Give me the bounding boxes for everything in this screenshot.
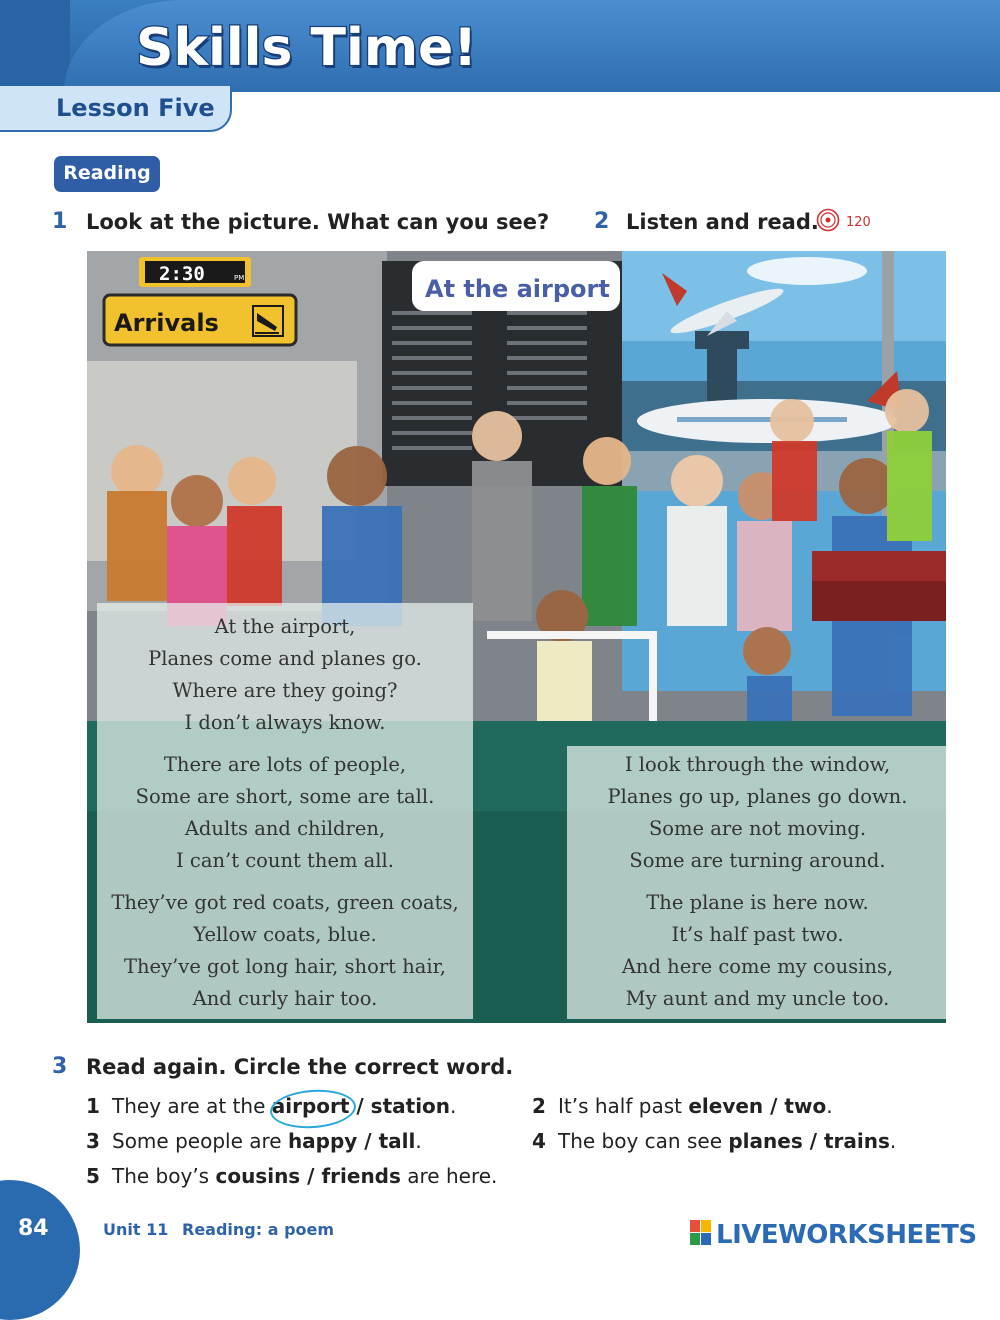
item-text: They are at the [112, 1094, 272, 1118]
poem-line: They’ve got red coats, green coats, [111, 891, 459, 914]
item-number: 4 [532, 1129, 546, 1153]
item-text: It’s half past [558, 1094, 689, 1118]
brand-watermark[interactable]: LIVEWORKSHEETS [716, 1220, 977, 1250]
poem-stanza-5 [565, 887, 950, 1015]
poem-stanza-1 [90, 611, 480, 739]
poem-line: Some are turning around. [629, 849, 886, 872]
item-number: 1 [86, 1094, 100, 1118]
exercise-item-4 [532, 1129, 896, 1153]
poem-line: The plane is here now. [646, 891, 869, 914]
poem-line: There are lots of people, [163, 753, 407, 776]
footer-unit: Unit 11 [103, 1220, 169, 1239]
option-1[interactable]: planes [728, 1129, 803, 1153]
option-separator: / [300, 1164, 322, 1188]
liveworksheets-logo-icon [690, 1220, 712, 1246]
item-end: . [826, 1094, 833, 1118]
poem-line: At the airport, [214, 615, 356, 638]
poem-line: Some are short, some are tall. [135, 785, 435, 808]
poem-line: Some are not moving. [648, 817, 867, 840]
option-1[interactable]: cousins [215, 1164, 301, 1188]
page-number: 84 [18, 1216, 49, 1241]
poem-line: My aunt and my uncle too. [625, 987, 890, 1010]
arrivals-sign: Arrivals [114, 309, 219, 337]
option-1[interactable]: eleven [688, 1094, 764, 1118]
option-2[interactable]: station [370, 1094, 451, 1118]
poem-line: I look through the window, [624, 753, 891, 776]
clock-suffix: PM [234, 274, 245, 282]
item-number: 3 [86, 1129, 100, 1153]
poem-line: I don’t always know. [184, 711, 386, 734]
option-separator: / [802, 1129, 824, 1153]
poem-line: Planes come and planes go. [148, 647, 422, 670]
exercise-item-3 [86, 1129, 422, 1153]
item-text: The boy can see [558, 1129, 729, 1153]
page-number-badge [0, 1180, 80, 1320]
page-title: Skills Time! [136, 18, 478, 78]
poem-line: And here come my cousins, [621, 955, 894, 978]
option-1[interactable]: airport [271, 1094, 350, 1118]
poem-line: Yellow coats, blue. [193, 923, 377, 946]
option-2[interactable]: tall [378, 1129, 416, 1153]
poem-line: And curly hair too. [192, 987, 378, 1010]
option-separator: / [349, 1094, 371, 1118]
option-separator: / [763, 1094, 785, 1118]
audio-track-number: 120 [846, 215, 871, 230]
item-number: 2 [532, 1094, 546, 1118]
item-end: . [450, 1094, 457, 1118]
poem-line: It’s half past two. [671, 923, 844, 946]
poem-stanza-3 [90, 887, 480, 1015]
poem-line: I can’t count them all. [176, 849, 394, 872]
q3-text: Read again. Circle the correct word. [86, 1055, 514, 1079]
item-text: Some people are [112, 1129, 288, 1153]
q1-text: Look at the picture. What can you see? [86, 210, 550, 234]
option-separator: / [357, 1129, 379, 1153]
footer-topic: Reading: a poem [182, 1220, 335, 1239]
item-end: are here. [400, 1164, 498, 1188]
header-edge [0, 0, 70, 92]
poem-line: They’ve got long hair, short hair, [123, 955, 446, 978]
q2-number: 2 [594, 209, 610, 234]
q3-number: 3 [52, 1054, 68, 1079]
q2-text: Listen and read. [626, 210, 819, 234]
item-text: The boy’s [112, 1164, 216, 1188]
poem-line: Where are they going? [172, 679, 398, 702]
poem-line: Planes go up, planes go down. [607, 785, 908, 808]
poem-title: At the airport [425, 275, 610, 303]
option-2[interactable]: two [784, 1094, 827, 1118]
lesson-label: Lesson Five [56, 94, 215, 122]
poem-stanza-2 [90, 749, 480, 877]
q1-number: 1 [52, 209, 68, 234]
item-end: . [415, 1129, 422, 1153]
reading-badge-label: Reading [63, 162, 151, 184]
poem-stanza-4 [565, 749, 950, 877]
item-number: 5 [86, 1164, 100, 1188]
option-2[interactable]: trains [823, 1129, 890, 1153]
exercise-item-2 [532, 1094, 833, 1118]
exercise-item-5 [86, 1164, 497, 1188]
option-2[interactable]: friends [321, 1164, 401, 1188]
item-end: . [889, 1129, 897, 1153]
option-1[interactable]: happy [287, 1129, 358, 1153]
clock-time: 2:30 [159, 263, 205, 285]
audio-cd-icon[interactable] [816, 208, 840, 232]
poem-line: Adults and children, [184, 817, 386, 840]
